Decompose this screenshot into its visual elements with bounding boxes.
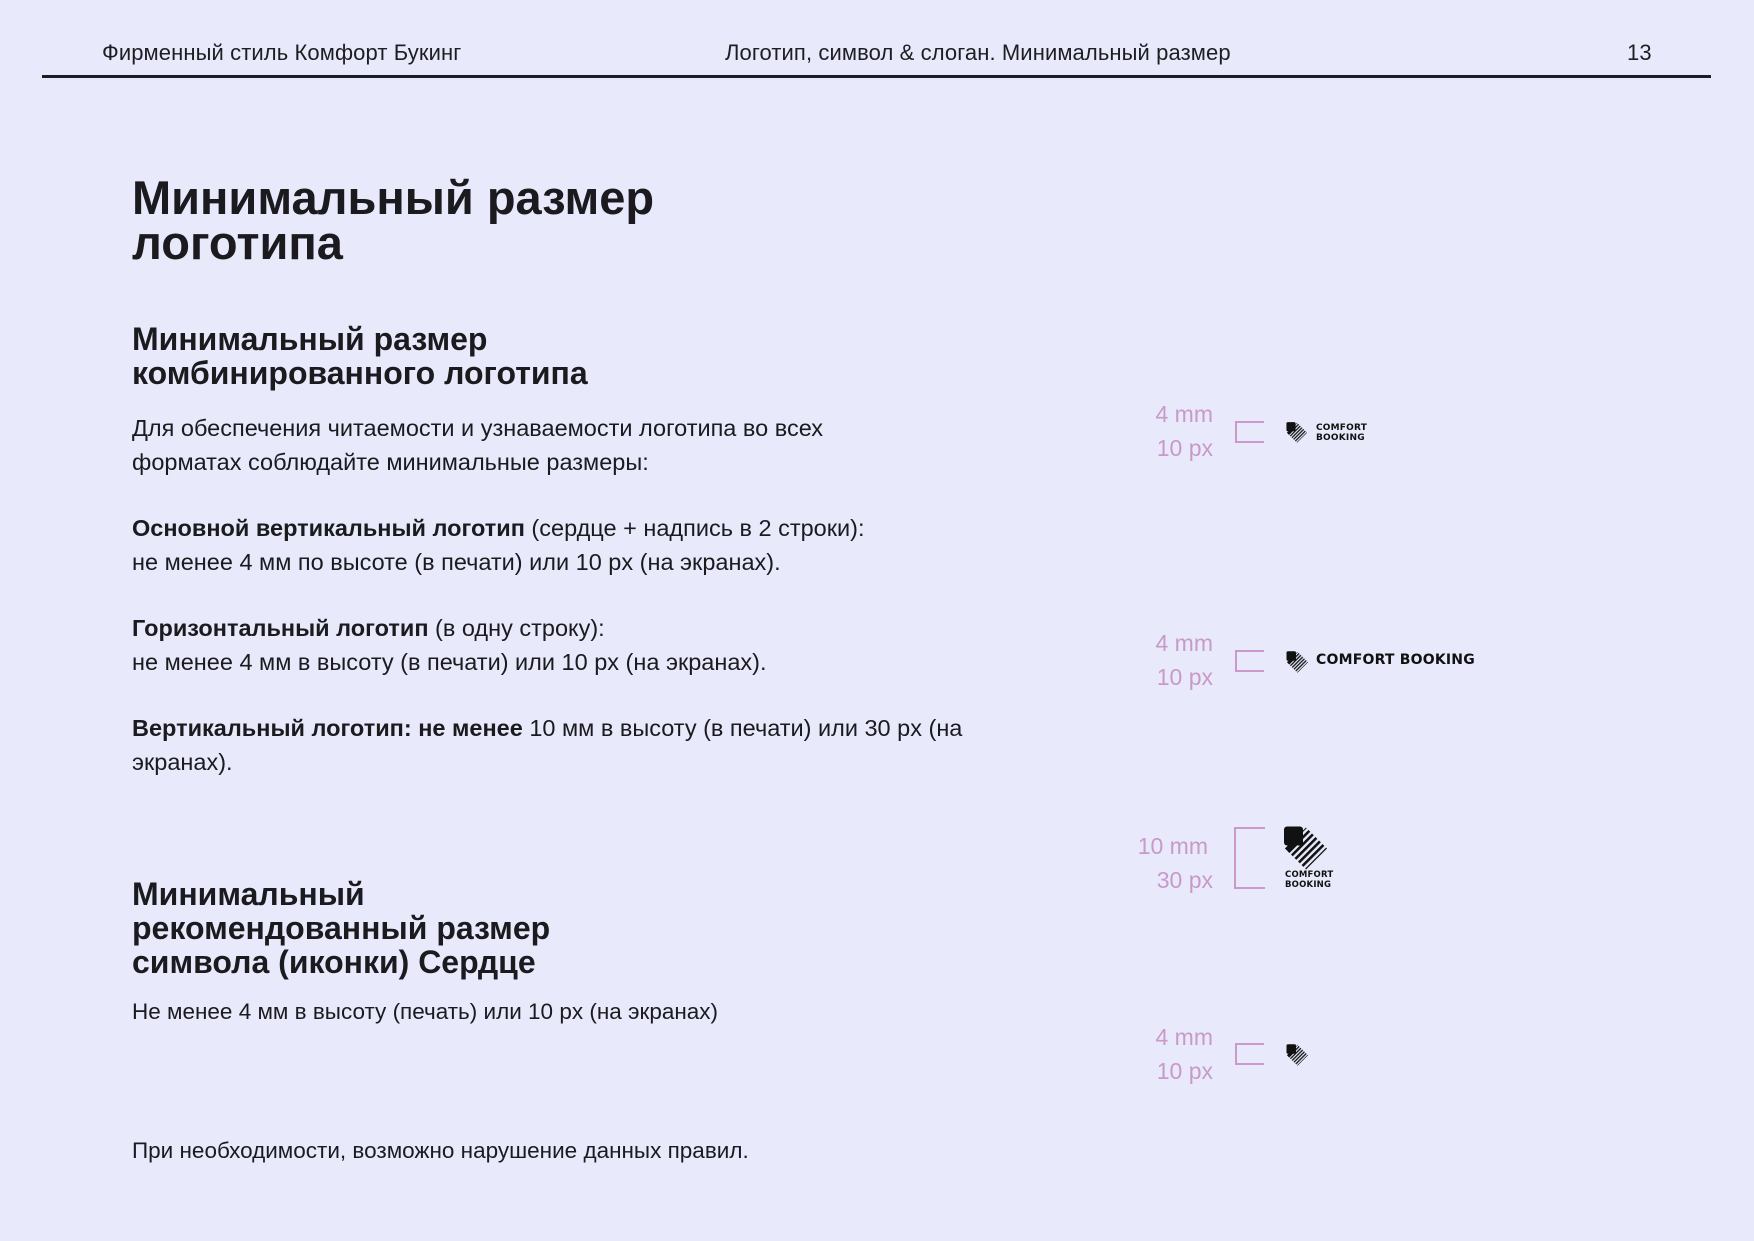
size-label-4 — [1093, 1020, 1213, 1088]
rule-detail: 10 мм в высоту (в печати) или 30 px (на — [522, 715, 963, 741]
header-brand-title: Фирменный стиль Комфорт Букинг — [102, 40, 462, 65]
rule-vertical — [132, 712, 962, 779]
measure-bracket — [1235, 650, 1264, 672]
logo-line2: BOOKING — [1316, 433, 1365, 443]
page-title-line1: Минимальный размер — [132, 171, 655, 224]
measure-bracket — [1234, 827, 1265, 889]
section1-heading-line1: Минимальный размер — [132, 321, 488, 357]
section1-intro — [132, 412, 823, 479]
size-label-2 — [1093, 626, 1213, 694]
logo-wordmark-vertical — [1285, 870, 1334, 890]
section1-heading — [132, 322, 588, 390]
rule-size: не менее 4 мм по высоте (в печати) или 10 px (на экранах). — [132, 548, 781, 575]
heart-logo-icon — [1281, 822, 1331, 872]
intro-line1: Для обеспечения читаемости и узнаваемости логотипа во всех — [132, 415, 824, 441]
size-px: 10 px — [1156, 1058, 1213, 1084]
logo-line2: BOOKING — [1285, 879, 1332, 890]
rule-label: Основной вертикальный логотип — [132, 515, 525, 541]
rule-detail: (сердце + надпись в 2 строки): — [524, 515, 865, 541]
header-section-title: Логотип, символ & слоган. Минимальный размер — [725, 40, 1231, 65]
header-divider — [42, 75, 1711, 78]
rule-size: не менее 4 мм в высоту (в печати) или 10 px (на экранах). — [132, 648, 767, 675]
rule-horizontal — [132, 612, 767, 679]
section2-heading-line1: Минимальный — [132, 876, 365, 912]
rule-primary-vertical — [132, 512, 865, 579]
size-label-3 — [1088, 829, 1213, 897]
section2-heading — [132, 877, 550, 979]
page-number: 13 — [1627, 40, 1652, 65]
page-title — [132, 171, 655, 269]
rule-label: Горизонтальный логотип — [132, 615, 429, 641]
rule-detail: (в одну строку): — [428, 615, 605, 641]
size-mm: 4 mm — [1155, 401, 1213, 427]
logo-wordmark-two-line — [1316, 423, 1367, 443]
size-label-1 — [1093, 397, 1213, 465]
footer-note: При необходимости, возможно нарушение данных правил. — [132, 1138, 749, 1163]
intro-line2: форматах соблюдайте минимальные размеры: — [132, 448, 649, 475]
heart-logo-icon — [1285, 420, 1309, 444]
section2-heading-line2: рекомендованный размер — [132, 910, 551, 946]
rule-size: экранах). — [132, 748, 233, 775]
size-px: 30 px — [1156, 867, 1213, 893]
section2-body: Не менее 4 мм в высоту (печать) или 10 px (на экранах) — [132, 999, 719, 1024]
rule-label: Вертикальный логотип: не менее — [132, 715, 523, 741]
size-px: 10 px — [1156, 435, 1213, 461]
logo-line1: COMFORT — [1316, 423, 1368, 433]
section2-heading-line3: символа (иконки) Сердце — [132, 944, 536, 980]
size-mm: 4 mm — [1155, 1024, 1213, 1050]
heart-logo-icon — [1285, 649, 1310, 674]
logo-wordmark-horizontal: COMFORT BOOKING — [1316, 652, 1475, 668]
size-mm: 10 mm — [1137, 833, 1208, 859]
size-mm: 4 mm — [1155, 630, 1213, 656]
size-px: 10 px — [1156, 664, 1213, 690]
logo-line1: COMFORT — [1285, 870, 1334, 880]
section1-heading-line2: комбинированного логотипа — [132, 355, 588, 391]
measure-bracket — [1235, 1043, 1264, 1065]
page-title-line2: логотипа — [132, 216, 343, 269]
heart-symbol-icon — [1285, 1042, 1310, 1067]
measure-bracket — [1235, 421, 1264, 443]
